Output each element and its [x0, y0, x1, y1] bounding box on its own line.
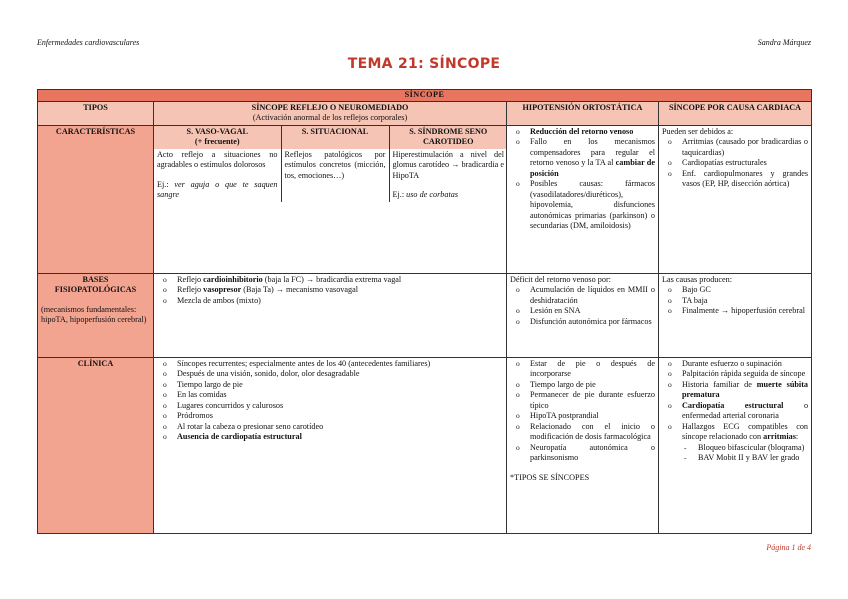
vaso-vagal-ej: ver aguja o que te saquen sangre: [157, 179, 278, 199]
list-item: o Durante esfuerzo o supinación: [682, 359, 808, 370]
bases-label: BASES FISIOPATOLÓGICAS: [54, 274, 137, 294]
list-item: o Permanecer de pie durante esfuerzo típico: [530, 390, 655, 411]
vaso-vagal-title: S. VASO-VAGAL: [186, 126, 248, 136]
situacional-text: Reflejos patológicos por estímulos concretos (micción, tos, emociones…): [281, 149, 389, 202]
list-item: o Palpitación rápida seguida de síncope: [682, 369, 808, 380]
list-item: o Ausencia de cardiopatía estructural: [177, 432, 503, 443]
reflejo-bases: [154, 273, 507, 357]
col-header-hipotension: HIPOTENSIÓN ORTOSTÁTICA: [507, 101, 659, 125]
list-item: o Síncopes recurrentes; especialmente antes de los 40 (antecedentes familiares): [177, 359, 503, 370]
vaso-vagal-title2: (+ frecuente): [194, 137, 240, 146]
page-title: TEMA 21: SÍNCOPE: [347, 56, 501, 72]
seno-ej-label: Ej.:: [392, 190, 405, 199]
reflejo-clinica: [154, 357, 507, 533]
hipotension-note: *TIPOS SE SÍNCOPES: [510, 472, 590, 482]
list-item: o Bajo GC: [682, 285, 808, 296]
subtype-situacional-header: S. SITUACIONAL: [281, 126, 389, 149]
col-header-reflejo-title: SÍNCOPE REFLEJO O NEUROMEDIADO: [251, 102, 409, 112]
list-item: o Tiempo largo de pie: [530, 380, 655, 391]
list-item: o HipoTA postprandial: [530, 411, 655, 422]
list-item: o Posibles causas: fármacos (vasodilatadores/diuréticos), hipovolemia, disfunciones autonómicas primarias (parkinson) o secundarias (DM, amiloidosis): [530, 179, 655, 232]
list-item: - BAV Mobit II y BAV ler grado: [698, 453, 808, 464]
header-right: Sandra Márquez: [757, 38, 811, 47]
list-item: o Neuropatía autonómica o parkinsonismo: [530, 443, 655, 464]
hipotension-clinica: [507, 357, 659, 533]
cardiaca-caracteristicas: [659, 125, 812, 273]
subtype-vaso-vagal-header: [154, 126, 281, 149]
list-item: o Disfunción autonómica por fármacos: [530, 317, 655, 328]
list-item: o Cardiopatías estructurales: [682, 158, 808, 169]
vaso-vagal-example: [157, 180, 278, 201]
list-item: o Historia familiar de muerte súbita prematura: [682, 380, 808, 401]
list-item: o Estar de pie o después de incorporarse: [530, 359, 655, 380]
vaso-vagal-ej-label: Ej.:: [157, 179, 169, 189]
reflejo-subtypes-table: [154, 126, 507, 202]
col-header-reflejo-sub: (Activación anormal de los reflejos corporales): [252, 113, 408, 122]
hipotension-bases-intro: Déficit del retorno venoso por:: [510, 274, 611, 284]
list-item: o Tiempo largo de pie: [177, 380, 503, 391]
col-header-reflejo: [154, 101, 507, 125]
list-item: o Lesión en SNA: [530, 306, 655, 317]
vaso-vagal-body: [154, 149, 281, 202]
list-item: o Fallo en los mecanismos compensadores para regular el retorno venoso y la TA al cambiar de posición: [530, 137, 655, 179]
list-item: o Lugares concurridos y calurosos: [177, 401, 503, 412]
list-item: o Reflejo cardioinhibitorio (baja la FC) → bradicardia extrema vagal: [177, 275, 503, 286]
bases-note: (mecanismos fundamentales: hipoTA, hipoperfusión cerebral): [41, 304, 147, 324]
col-header-tipos: TIPOS: [38, 101, 154, 125]
list-item: o Arritmias (causado por bradicardias o taquicardias): [682, 137, 808, 158]
row-label-clinica: CLÍNICA: [38, 357, 154, 533]
seno-example: [393, 190, 505, 201]
cardiaca-clinica: [659, 357, 812, 533]
list-item: o Enf. cardiopulmonares y grandes vasos (EP, HP, disección aórtica): [682, 169, 808, 190]
subtype-seno-header: S. SÍNDROME SENO CAROTIDEO: [389, 126, 507, 149]
list-item: o Después de una visión, sonido, dolor, olor desagradable: [177, 369, 503, 380]
hipotension-bases: [507, 273, 659, 357]
header-left: Enfermedades cardiovasculares: [37, 38, 140, 47]
list-item: o Reducción del retorno venoso: [530, 127, 655, 138]
hipotension-caracteristicas: [507, 125, 659, 273]
list-item: o Cardiopatía estructural o enfermedad arterial coronaria: [682, 401, 808, 422]
reflejo-subtypes-cell: [154, 125, 507, 273]
table-main-header: SÍNCOPE: [38, 90, 812, 102]
list-item: - Bloqueo bifascicular (bloqrama): [698, 443, 808, 454]
syncope-table: [37, 89, 812, 534]
col-header-cardiaca: SÍNCOPE POR CAUSA CARDIACA: [659, 101, 812, 125]
list-item: o Pródromos: [177, 411, 503, 422]
list-item: o Acumulación de líquidos en MMII o deshidratación: [530, 285, 655, 306]
seno-ej: uso de corbatas: [406, 190, 459, 199]
cardiaca-bases: [659, 273, 812, 357]
seno-text: Hiperestimulación a nivel del glomus carotídeo → bradicardia e HipoTA: [392, 149, 504, 180]
cardiaca-bases-intro: Las causas producen:: [662, 274, 733, 284]
list-item: o Mezcla de ambos (mixto): [177, 296, 503, 307]
row-label-bases: [38, 273, 154, 357]
list-item: o Al rotar la cabeza o presionar seno carotídeo: [177, 422, 503, 433]
list-item: o En las comidas: [177, 390, 503, 401]
list-item: o TA baja: [682, 296, 808, 307]
list-item: o Relacionado con el inicio o modificación de dosis farmacológica: [530, 422, 655, 443]
list-item: o Finalmente → hipoperfusión cerebral: [682, 306, 808, 317]
list-item: o Reflejo vasopresor (Baja Ta) → mecanismo vasovagal: [177, 285, 503, 296]
seno-body: [389, 149, 507, 202]
page-footer: Página 1 de 4: [766, 543, 811, 552]
row-label-caracteristicas: CARACTERÍSTICAS: [38, 125, 154, 273]
cardiaca-intro: Pueden ser debidos a:: [662, 126, 734, 136]
vaso-vagal-text: Acto reflejo a situaciones no agradables o estímulos dolorosos: [157, 149, 278, 169]
list-item: o Hallazgos ECG compatibles con síncope relacionado con arritmias:: [682, 422, 808, 443]
